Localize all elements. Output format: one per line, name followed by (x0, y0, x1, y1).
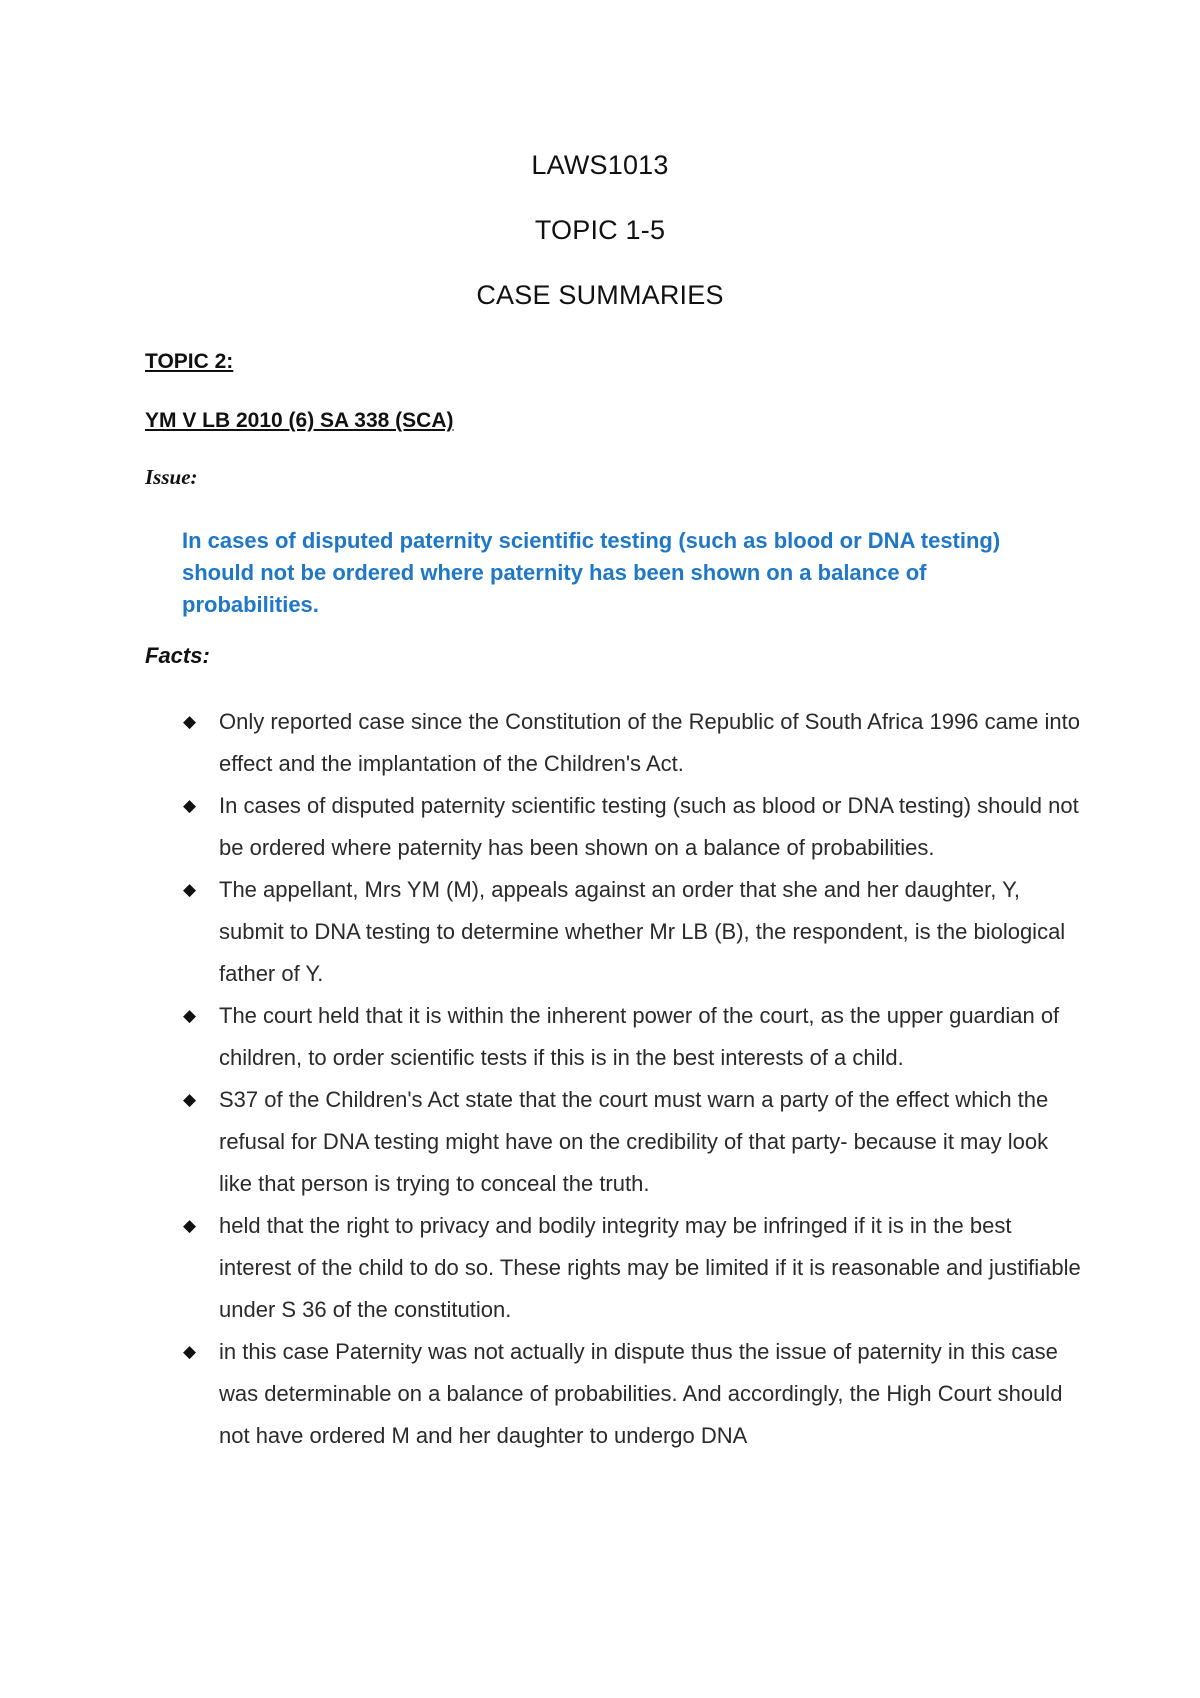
fact-item (182, 785, 1082, 869)
case-citation: YM V LB 2010 (6) SA 338 (SCA) (145, 409, 454, 432)
fact-text: The court held that it is within the inherent power of the court, as the upper guardian of children, to order scientific tests if this is in the best interests of a child. (219, 1003, 1060, 1070)
diamond-bullet-icon: ◆ (183, 1090, 197, 1109)
fact-item (182, 1079, 1082, 1205)
topic-range: TOPIC 1-5 (534, 215, 666, 245)
diamond-bullet-icon: ◆ (183, 712, 197, 731)
diamond-bullet-icon: ◆ (183, 1342, 197, 1361)
fact-item (182, 701, 1082, 785)
issue-label: Issue: (145, 465, 198, 489)
fact-text: Only reported case since the Constitution of the Republic of South Africa 1996 came into effect and the implantation of the Children's Act. (219, 709, 1080, 776)
diamond-bullet-icon: ◆ (183, 796, 197, 815)
fact-text: held that the right to privacy and bodily integrity may be infringed if it is in the best interest of the child to do so. These rights may be limited if it is reasonable and justifiable under S 36 of the constitution. (219, 1213, 1081, 1322)
fact-text: In cases of disputed paternity scientific testing (such as blood or DNA testing) should not be ordered where paternity has been shown on a balance of probabilities. (219, 793, 1079, 860)
section-heading: TOPIC 2: (145, 350, 234, 373)
diamond-bullet-icon: ◆ (183, 1006, 197, 1025)
diamond-bullet-icon: ◆ (183, 1216, 197, 1235)
issue-text: In cases of disputed paternity scientific testing (such as blood or DNA testing) should not be ordered where paternity has been shown on a balance of probabilities. (182, 528, 1001, 617)
fact-item (182, 995, 1082, 1079)
facts-label: Facts: (145, 643, 210, 668)
fact-item (182, 869, 1082, 995)
facts-list (182, 701, 1082, 1457)
fact-text: S37 of the Children's Act state that the court must warn a party of the effect which the refusal for DNA testing might have on the credibility of that party- because it may look like that person is trying to conceal the truth. (219, 1087, 1049, 1196)
fact-text: The appellant, Mrs YM (M), appeals against an order that she and her daughter, Y, submit to DNA testing to determine whether Mr LB (B), the respondent, is the biological father of Y. (219, 877, 1066, 986)
course-code: LAWS1013 (531, 150, 669, 180)
fact-item (182, 1331, 1082, 1457)
fact-item (182, 1205, 1082, 1331)
fact-text: in this case Paternity was not actually in dispute thus the issue of paternity in this case was determinable on a balance of probabilities. And accordingly, the High Court should not have ordered M and her daughter to undergo DNA (219, 1339, 1063, 1448)
diamond-bullet-icon: ◆ (183, 880, 197, 899)
document-title: CASE SUMMARIES (476, 280, 724, 310)
